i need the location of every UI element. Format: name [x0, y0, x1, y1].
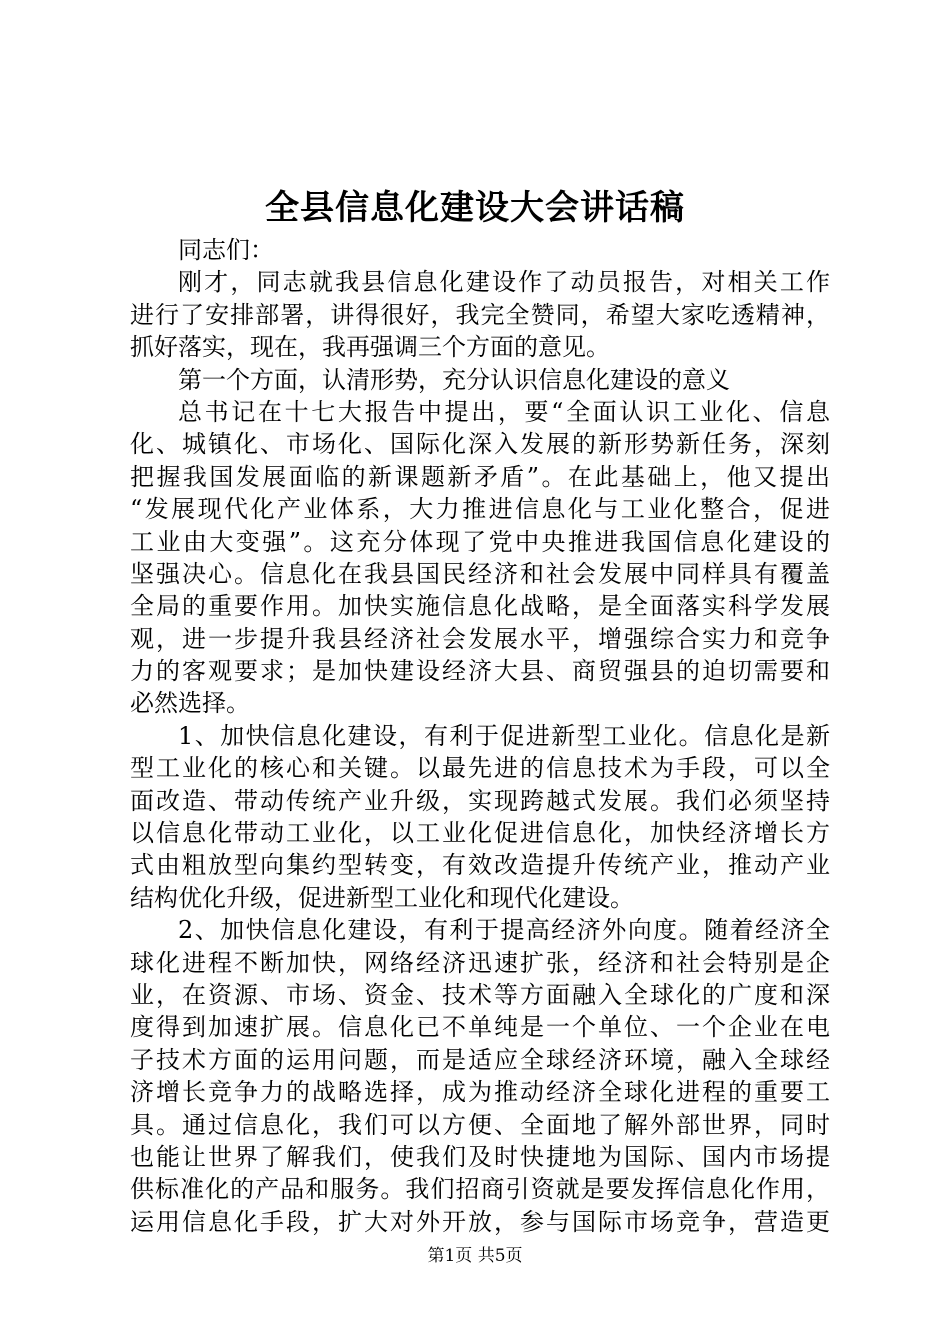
paragraph-line: 进行了安排部署，讲得很好，我完全赞同，希望大家吃透精神，	[130, 300, 830, 329]
paragraph-line: 同志们：	[178, 236, 274, 264]
paragraph-line: 运用信息化手段，扩大对外开放，参与国际市场竞争，营造更	[130, 1207, 830, 1236]
paragraph-line: 具。通过信息化，我们可以方便、全面地了解外部世界，同时	[130, 1110, 830, 1139]
paragraph-line: 业，在资源、市场、资金、技术等方面融入全球化的广度和深	[130, 980, 830, 1009]
document-title: 全县信息化建设大会讲话稿	[265, 188, 685, 228]
paragraph-line: 总书记在十七大报告中提出，要“全面认识工业化、信息	[178, 397, 830, 426]
paragraph-line: 也能让世界了解我们，使我们及时快捷地为国际、国内市场提	[130, 1142, 830, 1171]
paragraph-line: 全局的重要作用。加快实施信息化战略，是全面落实科学发展	[130, 592, 830, 621]
paragraph-line: 2、加快信息化建设，有利于提高经济外向度。随着经济全	[178, 916, 830, 945]
paragraph-line: 球化进程不断加快，网络经济迅速扩张，经济和社会特别是企	[130, 948, 830, 977]
document-body	[130, 234, 830, 1238]
page-number-footer: 第1页 共5页	[427, 1246, 523, 1266]
section-heading: 第一个方面，认清形势，充分认识信息化建设的意义	[178, 365, 730, 394]
paragraph-line: 济增长竞争力的战略选择，成为推动经济全球化进程的重要工	[130, 1078, 830, 1107]
paragraph-line: 观，进一步提升我县经济社会发展水平，增强综合实力和竞争	[130, 624, 830, 653]
paragraph-line: 抓好落实，现在，我再强调三个方面的意见。	[130, 333, 610, 362]
paragraph-line: 子技术方面的运用问题，而是适应全球经济环境，融入全球经	[130, 1045, 830, 1074]
paragraph-line: 把握我国发展面临的新课题新矛盾”。在此基础上，他又提出	[130, 462, 830, 491]
paragraph-line: 型工业化的核心和关键。以最先进的信息技术为手段，可以全	[130, 754, 830, 783]
paragraph-line: 工业由大变强”。这充分体现了党中央推进我国信息化建设的	[130, 527, 830, 556]
paragraph-line: 供标准化的产品和服务。我们招商引资就是要发挥信息化作用，	[130, 1175, 830, 1204]
paragraph-line: “发展现代化产业体系，大力推进信息化与工业化整合，促进	[130, 495, 830, 524]
paragraph-line: 1、加快信息化建设，有利于促进新型工业化。信息化是新	[178, 721, 830, 750]
paragraph-line: 结构优化升级，促进新型工业化和现代化建设。	[130, 883, 634, 912]
paragraph-line: 面改造、带动传统产业升级，实现跨越式发展。我们必须坚持	[130, 786, 830, 815]
paragraph-line: 坚强决心。信息化在我县国民经济和社会发展中同样具有覆盖	[130, 559, 830, 588]
paragraph-line: 刚才，同志就我县信息化建设作了动员报告，对相关工作	[178, 268, 830, 297]
paragraph-line: 度得到加速扩展。信息化已不单纯是一个单位、一个企业在电	[130, 1013, 830, 1042]
paragraph-line: 力的客观要求；是加快建设经济大县、商贸强县的迫切需要和	[130, 657, 830, 686]
paragraph-line: 必然选择。	[130, 689, 250, 718]
paragraph-line: 式由粗放型向集约型转变，有效改造提升传统产业，推动产业	[130, 851, 830, 880]
paragraph-line: 以信息化带动工业化，以工业化促进信息化，加快经济增长方	[130, 819, 830, 848]
paragraph-line: 化、城镇化、市场化、国际化深入发展的新形势新任务，深刻	[130, 430, 830, 459]
